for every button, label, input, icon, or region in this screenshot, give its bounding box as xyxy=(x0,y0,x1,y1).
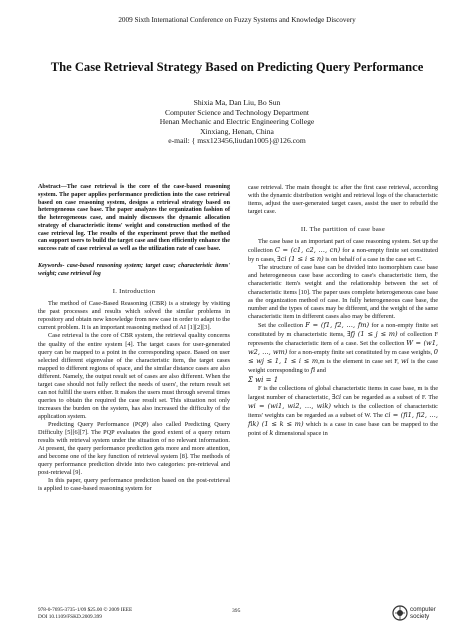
text-run: of collection F represents the characteristic item of a case. Set the collection xyxy=(248,330,438,347)
logo-word: society xyxy=(410,613,430,620)
intro-paragraph: The method of Case-Based Reasoning (CBR) is a strategy by visiting the past processes and results which solved the similar problems in repository and obtain new knowledge from new case in order to adapt to the current problem. It is an important reasoning method of AI [1][2][3]. xyxy=(38,300,230,332)
left-column xyxy=(38,184,230,493)
text-run: for a non-empty finite set constituted by n cases, xyxy=(248,247,438,264)
intro-paragraph: Predicting Query Performance (PQP) also called Predicting Query Difficulty [5][6][7]. The PQP evaluates the good extent of a query return results with retrieval system under the situation of no relevant information. At present, the query performance prediction gets more and more attention, and become one of the key function of retrieval system [8]. The methods of query performance prediction divide into two categories: pre-retrieval and post-retrieval [9]. xyxy=(38,421,230,477)
section-heading-introduction: I. Introduction xyxy=(112,288,156,296)
text-run: for a non-empty finite set constituted by m characteristic items, xyxy=(248,321,438,338)
logo-word: computer xyxy=(410,606,436,613)
page-number: 395 xyxy=(232,608,241,614)
footer-info xyxy=(38,607,132,621)
body-paragraph xyxy=(248,385,438,438)
math-expression: ∃ci (1 ≤ i ≤ n) xyxy=(277,255,324,264)
math-expression: ∃fj (1 ≤ j ≤ m) xyxy=(346,329,398,338)
body-paragraph xyxy=(248,321,438,375)
conference-header: 2009 Sixth International Conference on Fuzzy Systems and Knowledge Discovery xyxy=(118,16,356,24)
text-run: is on behalf of a case in the case set C. xyxy=(325,256,423,264)
text-run: F is the collections of global characteristic items in case base, m is the largest number of characteristic, xyxy=(248,385,438,402)
abstract: Abstract—The case retrieval is the core of the case-based reasoning system. The paper applies performance prediction into the case retrieval based on case reasoning system, designs a retrieval strategy based on heterogeneous case base. The paper analyzes the organization fashion of the heterogeneous case, and mainly discusses the dynamic allocation strategy of characteristic items' weight and construction method of the case retrieval log. The results of the experiment prove that the method can support users to build the target case and then efficiently enhance the success rate of case retrieval as well as the utilization rate of case base. xyxy=(38,184,230,252)
text-run: Set the collection xyxy=(258,321,304,329)
intro-paragraph: In this paper, query performance prediction based on the post-retrieval is applied to case-based reasoning system for xyxy=(38,477,230,493)
text-run: dimensional space in xyxy=(274,430,328,438)
affiliation-line-2: Henan Mechanic and Electric Engineering College xyxy=(159,117,315,127)
keywords: Keywords- case-based reasoning system; target case; characteristic items' weight; case retrieval log xyxy=(38,262,230,277)
math-expression: fi xyxy=(310,365,316,374)
section-heading-partition: II. The partition of case base xyxy=(300,226,386,234)
math-expression: wi xyxy=(401,356,409,365)
text-run: can be regarded as a subset of F. The xyxy=(343,394,438,402)
right-column xyxy=(248,184,438,438)
author-names: Shixia Ma, Dan Liu, Bo Sun xyxy=(193,98,281,107)
math-expression: C = (c1, c2, …, cn) xyxy=(274,246,341,255)
text-run: The case base is an important part of case reasoning system. Set up the collection xyxy=(248,238,438,255)
isbn-line: 978-0-7695-3735-1/09 $25.00 © 2009 IEEE xyxy=(38,607,133,613)
text-run: which is the collection of characteristic items' weights can be regarded as a subset of W. The xyxy=(248,403,438,420)
author-location: Xinxiang, Henan, China xyxy=(200,126,274,136)
math-expression: W = (w1, w2, …, wm) xyxy=(248,338,438,356)
text-run: for a non-empty finite set constituted by m case weights, xyxy=(289,348,433,356)
text-run: is the case weight corresponding to xyxy=(248,357,439,374)
logo-text xyxy=(410,606,436,620)
affiliation-line-1: Computer Science and Technology Department xyxy=(165,107,309,117)
body-paragraph: case retrieval. The main thought is: after the first case retrieval, according with the dynamic distribution weight and retrieval logs of the characteristic items, adjust the user-generated target cases, assist the user to rebuild the target case. xyxy=(248,184,438,216)
computer-society-logo-icon xyxy=(392,600,446,626)
math-expression: F = (f1, f2, …, fm) xyxy=(305,320,370,329)
computer-society-logo xyxy=(392,600,446,626)
text-run: ,m is the element in case set F, xyxy=(318,357,399,365)
math-expression: ∃ci xyxy=(331,393,342,402)
doi-line: DOI 10.1109/FSKD.2009.399 xyxy=(38,614,102,620)
math-expression: ci = (fi1, fi2, …, fik) (1 ≤ k ≤ m) xyxy=(248,411,438,429)
text-run: and xyxy=(316,366,326,374)
author-block xyxy=(0,98,474,146)
math-expression: k xyxy=(269,429,274,438)
text-run: which is a case in case base can be mapped to the point of xyxy=(248,421,438,438)
math-sum-equation: Σ wi = 1 xyxy=(248,375,279,384)
intro-paragraph: Case retrieval is the core of CBR system, the retrieval quality concerns the quality of the entire system [4]. The target cases for user-generated query can be mapped to a point in the corresponding space. Based on user selected different eigenvalue of the characteristic item, the target cases mapped to different regions of space, and the similar distance cases are also different. Namely, the output result set of cases are also different. When the target case should not fully reflect the needs of users', the return result set can not fulfill the users either. It makes the users must through several times queries to obtain the required the case result set. This situation not only increases the burden on the system, has also increased the difficulty of the application system. xyxy=(38,332,230,420)
math-expression: wi = (wi1, wi2, …, wik) xyxy=(248,402,331,411)
body-paragraph: The structure of case base can be divided into isomorphism case base and heterogeneous case base according to case's characteristic item, the characteristic item's weight and the relationship between the set of characteristic items [10]. The paper uses complete heterogeneous case base as the organization method of case. In fully heterogeneous case base, the number and the types of cases may be different, and the weight of the same characteristic item in different cases also may be different. xyxy=(248,264,438,320)
body-paragraph xyxy=(248,238,438,264)
math-expression: 0 ≤ wj ≤ 1, 1 ≤ i ≤ m xyxy=(248,347,438,365)
paper-title: The Case Retrieval Strategy Based on Predicting Query Performance xyxy=(50,60,424,74)
author-email: e-mail: { msx123456,liudan1005}@126.com xyxy=(168,136,306,146)
